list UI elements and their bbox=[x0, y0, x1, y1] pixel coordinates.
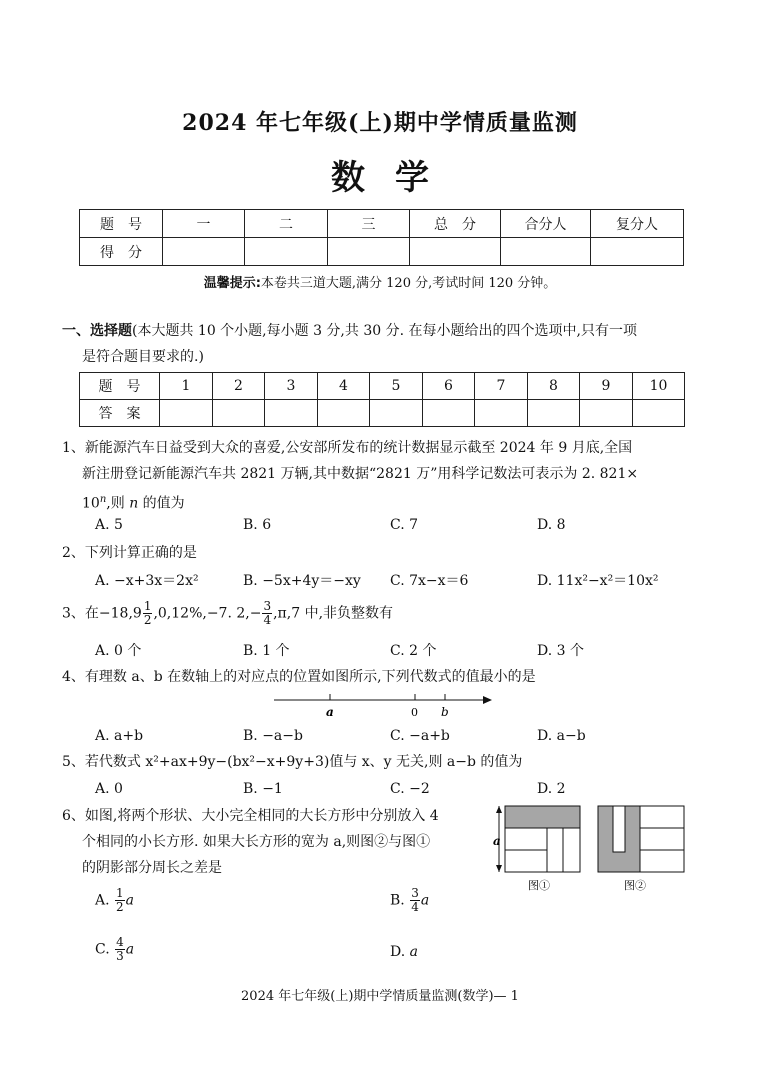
q6-option-b-label: B. bbox=[390, 892, 410, 909]
q6-option-d[interactable] bbox=[390, 944, 418, 960]
score-cell bbox=[328, 238, 410, 266]
answer-table-row-header bbox=[80, 373, 685, 400]
q3-frac1-num: 1 bbox=[143, 599, 152, 613]
question-6 bbox=[62, 803, 502, 881]
score-cell bbox=[163, 238, 245, 266]
number-line-label-b: b bbox=[441, 705, 449, 719]
score-cell: 合分人 bbox=[501, 210, 591, 238]
q3-option-d[interactable]: D. 3 个 bbox=[537, 643, 584, 659]
fig2-caption: 图② bbox=[624, 879, 646, 892]
answer-cell: 1 bbox=[160, 373, 213, 400]
page-title: 2024 年七年级(上)期中学情质量监测 bbox=[182, 110, 578, 136]
q3-frac2-num: 3 bbox=[263, 599, 272, 613]
q1-option-a[interactable]: A. 5 bbox=[95, 517, 123, 533]
answer-input-8[interactable] bbox=[528, 400, 580, 427]
rectangles-figure bbox=[490, 800, 690, 895]
answer-cell: 6 bbox=[423, 373, 475, 400]
answer-table bbox=[79, 372, 685, 427]
question-1-line-3 bbox=[62, 487, 712, 517]
score-cell bbox=[410, 238, 501, 266]
q1-text: ,则 bbox=[106, 495, 130, 512]
answer-input-6[interactable] bbox=[423, 400, 475, 427]
score-cell: 一 bbox=[163, 210, 245, 238]
score-cell: 总 分 bbox=[410, 210, 501, 238]
q3-fraction-1 bbox=[143, 600, 153, 627]
q6-option-c-fraction bbox=[115, 936, 125, 963]
answer-cell: 10 bbox=[633, 373, 685, 400]
q6-option-a-label: A. bbox=[95, 892, 115, 909]
warm-tip-text: 本卷共三道大题,满分 120 分,考试时间 120 分钟。 bbox=[260, 276, 557, 291]
answer-input-7[interactable] bbox=[475, 400, 528, 427]
score-cell: 复分人 bbox=[591, 210, 684, 238]
answer-input-3[interactable] bbox=[265, 400, 318, 427]
q6c-num: 4 bbox=[116, 935, 124, 949]
q6a-num: 1 bbox=[116, 886, 124, 900]
q6c-den: 3 bbox=[116, 949, 124, 963]
question-2: 2、下列计算正确的是 bbox=[62, 545, 197, 561]
q1-text-end: 的值为 bbox=[138, 495, 185, 512]
q3-text-a: 3、在−18,9 bbox=[62, 605, 142, 622]
q5-option-a[interactable]: A. 0 bbox=[95, 781, 123, 797]
answer-cell: 答 案 bbox=[80, 400, 160, 427]
number-line-arrow bbox=[483, 696, 492, 704]
answer-table-row-answers bbox=[80, 400, 685, 427]
q3-frac2-den: 4 bbox=[263, 613, 272, 627]
q2-option-b[interactable]: B. −5x+4y＝−xy bbox=[243, 573, 361, 589]
answer-cell: 3 bbox=[265, 373, 318, 400]
warm-tip bbox=[0, 272, 760, 291]
answer-cell: 7 bbox=[475, 373, 528, 400]
answer-input-4[interactable] bbox=[318, 400, 370, 427]
q6b-num: 3 bbox=[411, 886, 419, 900]
q6-option-c[interactable] bbox=[95, 936, 134, 963]
q1-option-c[interactable]: C. 7 bbox=[390, 517, 419, 533]
warm-tip-label: 温馨提示: bbox=[203, 276, 261, 291]
score-cell: 二 bbox=[245, 210, 328, 238]
question-1-line-1: 1、新能源汽车日益受到大众的喜爱,公安部所发布的统计数据显示截至 2024 年 9 月底,全国 bbox=[62, 440, 633, 456]
question-4: 4、有理数 a、b 在数轴上的对应点的位置如图所示,下列代数式的值最小的是 bbox=[62, 669, 536, 685]
fig-width-label: a bbox=[493, 834, 501, 848]
number-line-label-0: 0 bbox=[411, 706, 418, 719]
q3-option-c[interactable]: C. 2 个 bbox=[390, 643, 437, 659]
answer-cell: 4 bbox=[318, 373, 370, 400]
q3-text-b: ,0,12%,−7. 2,− bbox=[153, 605, 262, 622]
section-1-intro bbox=[62, 318, 702, 370]
number-line-figure bbox=[270, 690, 500, 720]
q5-option-b[interactable]: B. −1 bbox=[243, 781, 283, 797]
subject-title: 数学 bbox=[331, 158, 459, 198]
q6b-den: 4 bbox=[411, 900, 419, 914]
section-1-desc-cont: 是符合题目要求的.) bbox=[82, 349, 204, 365]
answer-cell: 题 号 bbox=[80, 373, 160, 400]
answer-cell: 9 bbox=[580, 373, 633, 400]
score-cell: 三 bbox=[328, 210, 410, 238]
question-6-line-3: 的阴影部分周长之差是 bbox=[82, 860, 222, 876]
q6d-var: a bbox=[409, 944, 418, 960]
answer-input-5[interactable] bbox=[370, 400, 423, 427]
q2-option-d[interactable]: D. 11x²−x²＝10x² bbox=[537, 573, 659, 589]
answer-input-2[interactable] bbox=[213, 400, 265, 427]
question-6-line-2: 个相同的小长方形. 如果大长方形的宽为 a,则图②与图① bbox=[82, 834, 431, 850]
q6-option-b-fraction bbox=[410, 887, 420, 914]
question-5: 5、若代数式 x²+ax+9y−(bx²−x+9y+3)值与 x、y 无关,则 a−b 的值为 bbox=[62, 754, 523, 770]
section-1-desc: (本大题共 10 个小题,每小题 3 分,共 30 分. 在每小题给出的四个选项中,只有一项 bbox=[132, 323, 637, 339]
fig1-shaded bbox=[505, 806, 580, 828]
q1-var: n bbox=[129, 495, 139, 512]
answer-input-1[interactable] bbox=[160, 400, 213, 427]
q3-text-c: ,π,7 中,非负整数有 bbox=[273, 605, 394, 622]
q6c-var: a bbox=[125, 941, 135, 958]
score-table bbox=[79, 209, 684, 266]
q6-option-d-label: D. bbox=[390, 944, 410, 960]
answer-cell: 8 bbox=[528, 373, 580, 400]
q1-option-d[interactable]: D. 8 bbox=[537, 517, 566, 533]
q3-fraction-2 bbox=[262, 600, 272, 627]
answer-input-9[interactable] bbox=[580, 400, 633, 427]
question-6-line-1: 6、如图,将两个形状、大小完全相同的大长方形中分别放入 4 bbox=[62, 808, 439, 824]
q6-option-a-fraction bbox=[115, 887, 125, 914]
fig-width-arrow-bottom bbox=[496, 865, 502, 872]
score-cell bbox=[591, 238, 684, 266]
q1-base: 10 bbox=[82, 495, 100, 512]
fig-width-arrow-top bbox=[496, 806, 502, 813]
q6-option-b[interactable] bbox=[390, 887, 429, 914]
q2-option-a[interactable]: A. −x+3x＝2x² bbox=[95, 573, 199, 589]
q5-option-d[interactable]: D. 2 bbox=[537, 781, 566, 797]
number-line-label-a: a bbox=[326, 705, 334, 719]
q6a-den: 2 bbox=[116, 900, 124, 914]
answer-input-10[interactable] bbox=[633, 400, 685, 427]
q6a-var: a bbox=[125, 892, 135, 909]
score-table-row-header bbox=[80, 210, 684, 238]
q2-option-c[interactable]: C. 7x−x＝6 bbox=[390, 573, 469, 589]
question-1 bbox=[62, 435, 712, 517]
q4-option-a[interactable]: A. a+b bbox=[95, 728, 144, 744]
score-cell bbox=[501, 238, 591, 266]
score-cell: 得 分 bbox=[80, 238, 163, 266]
page-footer: 2024 年七年级(上)期中学情质量监测(数学)— 1 bbox=[241, 989, 519, 1004]
q1-exponent: n bbox=[99, 494, 107, 505]
section-1-heading: 一、选择题 bbox=[62, 323, 132, 339]
q3-option-a[interactable]: A. 0 个 bbox=[95, 643, 142, 659]
question-3 bbox=[62, 600, 712, 627]
answer-cell: 2 bbox=[213, 373, 265, 400]
q3-option-b[interactable]: B. 1 个 bbox=[243, 643, 290, 659]
q6b-var: a bbox=[420, 892, 430, 909]
question-1-line-2: 新注册登记新能源汽车共 2821 万辆,其中数据“2821 万”用科学记数法可表示为 2. 821× bbox=[82, 466, 639, 482]
q6-option-c-label: C. bbox=[95, 941, 115, 958]
score-cell bbox=[245, 238, 328, 266]
score-table-row-score bbox=[80, 238, 684, 266]
q1-option-b[interactable]: B. 6 bbox=[243, 517, 272, 533]
q3-frac1-den: 2 bbox=[143, 613, 152, 627]
q4-option-c[interactable]: C. −a+b bbox=[390, 728, 450, 744]
fig1-caption: 图① bbox=[528, 879, 550, 892]
q4-option-b[interactable]: B. −a−b bbox=[243, 728, 303, 744]
score-cell: 题 号 bbox=[80, 210, 163, 238]
q4-option-d[interactable]: D. a−b bbox=[537, 728, 586, 744]
q6-option-a[interactable] bbox=[95, 887, 134, 914]
q5-option-c[interactable]: C. −2 bbox=[390, 781, 430, 797]
answer-cell: 5 bbox=[370, 373, 423, 400]
